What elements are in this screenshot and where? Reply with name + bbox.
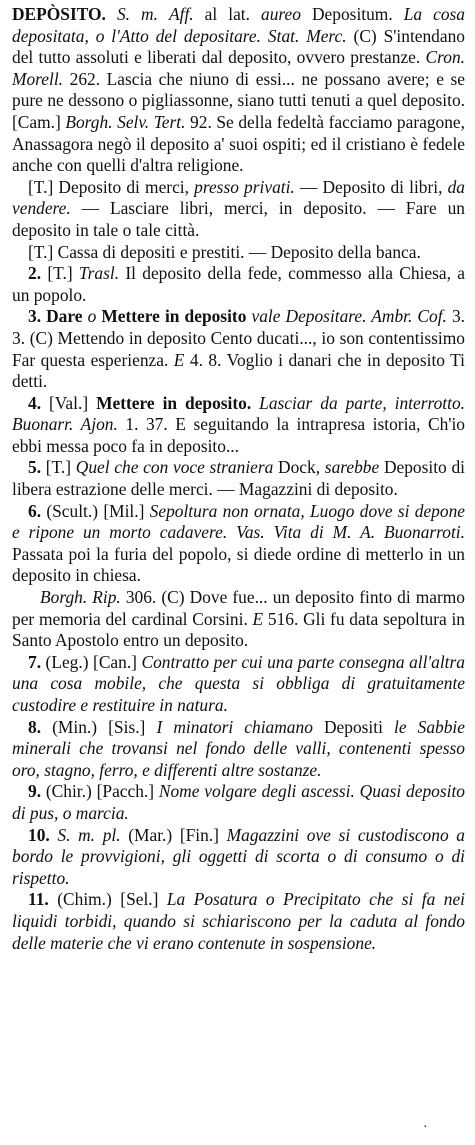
sense-merci: [T.] Deposito di merci, presso privati. — Deposito di libri, da vendere. — Lasciare libri, merci, in deposito. — Fare un deposito in tale o tale città. (12, 176, 465, 240)
sense-6: 6. (Scult.) [Mil.] Sepoltura non ornata, Luogo dove si depone e ripone un morto cadavere. Vas. Vita di M. A. Buonarroti. Passata poi la furia del popolo, si diede ordine di metterlo in un deposito in chiesa. (12, 500, 465, 586)
sense-7: 7. (Leg.) [Can.] Contratto per cui una parte consegna all'altra una cosa mobile, che questa si obbliga di gratuitamente custodire e restituire in natura. (12, 651, 465, 715)
sense-2: 2. [T.] Trasl. Il deposito della fede, commesso alla Chiesa, a un popolo. (12, 263, 465, 305)
sense-6-citation: Borgh. Rip. 306. (C) Dove fue... un deposito finto di marmo per memoria del cardinal Corsini. E 516. Gli fu data sepoltura in Santo Apostolo entro un deposito. (12, 587, 466, 651)
entry-definition: DEPÒSITO. S. m. Aff. al lat. aureo Depositum. La cosa depositata, o l'Atto del depositare. Stat. Merc. (C) S'intendano del tutto assoluti e liberati dal deposito, ovvero prestanze. Cron. Morell. 262. Lascia che niuno di essi... ne possano avere; e se pure ne dessono o pigliassonne, siano tutti tenuti a quel deposito. [Cam.] Borgh. Selv. Tert. 92. Se della fedeltà facciamo paragone, Anassagora negò il deposito a' suoi ospiti; ed il cristiano è fedele anche con quelli d'altra religione. (12, 4, 465, 176)
sense-4: 4. [Val.] Mettere in deposito. Lasciar da parte, interrotto. Buonarr. Ajon. 1. 37. E seguitando la intrapresa istoria, Ch'io ebbi messa poco fa in deposito... (12, 392, 465, 456)
sense-3: 3. Dare o Mettere in deposito vale Depositare. Ambr. Cof. 3. 3. (C) Mettendo in deposito Cento ducati..., io son contentissimo Far questa esperienza. E 4. 8. Voglio i danari che in deposito Ti detti. (12, 306, 465, 392)
sense-cassa: [T.] Cassa di depositi e prestiti. — Deposito della banca. (28, 241, 421, 262)
sense-8: 8. (Min.) [Sis.] I minatori chiamano Depositi le Sabbie minerali che trovansi nel fondo delle valli, contenenti spesso oro, stagno, ferro, e differenti altre sostanze. (12, 716, 465, 780)
sense-10: 10. S. m. pl. (Mar.) [Fin.] Magazzini ove si custodiscono a bordo le provvigioni, gli oggetti di scorta o di consumo o di rispetto. (12, 824, 465, 888)
sense-5: 5. [T.] Quel che con voce straniera Dock, sarebbe Deposito di libera estrazione delle merci. — Magazzini di deposito. (12, 457, 465, 500)
grammar-label: S. m. (116, 4, 158, 24)
footer-mark: . (423, 1116, 427, 1132)
sense-9: 9. (Chir.) [Pacch.] Nome volgare degli ascessi. Quasi deposito di pus, o marcia. (12, 781, 465, 823)
sense-11: 11. (Chim.) [Sel.] La Posatura o Precipitato che si fa nei liquidi torbidi, quando si schiariscono per la caduta al fondo delle materie che vi erano contenute in sospensione. (12, 889, 466, 953)
headword: DEPÒSITO. (12, 4, 106, 24)
